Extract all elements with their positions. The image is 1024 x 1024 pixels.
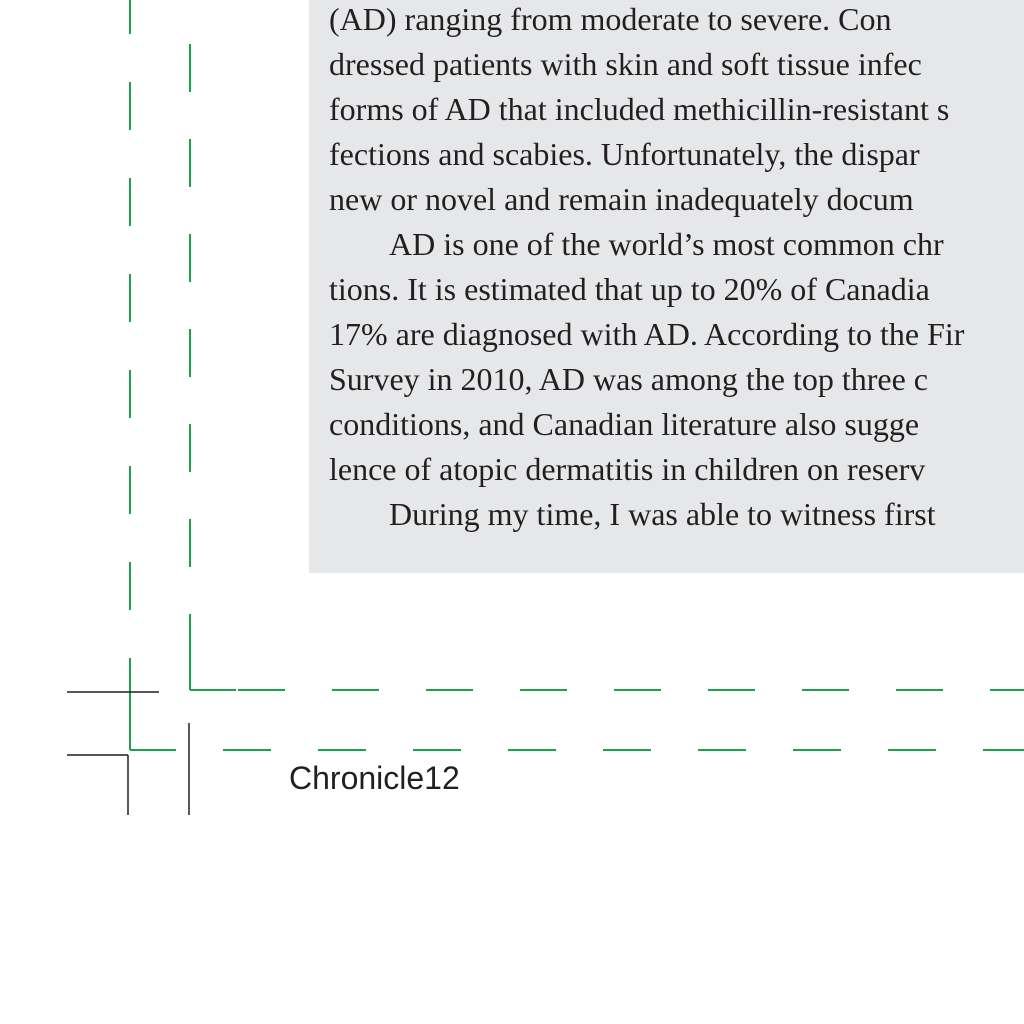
article-line: new or novel and remain inadequately docum xyxy=(329,181,914,217)
article-line: dressed patients with skin and soft tissue infec xyxy=(329,46,922,82)
article-paragraph-start: During my time, I was able to witness first xyxy=(389,496,936,532)
article-line: tions. It is estimated that up to 20% of Canadia xyxy=(329,271,930,307)
article-line: forms of AD that included methicillin-resistant s xyxy=(329,91,950,127)
running-footer-title: Chronicle12 xyxy=(289,760,460,796)
article-line: Survey in 2010, AD was among the top three c xyxy=(329,361,928,397)
article-paragraph-start: AD is one of the world’s most common chr xyxy=(389,226,944,262)
article-line: (AD) ranging from moderate to severe. Con xyxy=(329,1,892,37)
article-line: 17% are diagnosed with AD. According to the Fir xyxy=(329,316,965,352)
article-line: lence of atopic dermatitis in children on reserv xyxy=(329,451,926,487)
article-line: fections and scabies. Unfortunately, the dispar xyxy=(329,136,920,172)
article-line: conditions, and Canadian literature also sugge xyxy=(329,406,920,442)
